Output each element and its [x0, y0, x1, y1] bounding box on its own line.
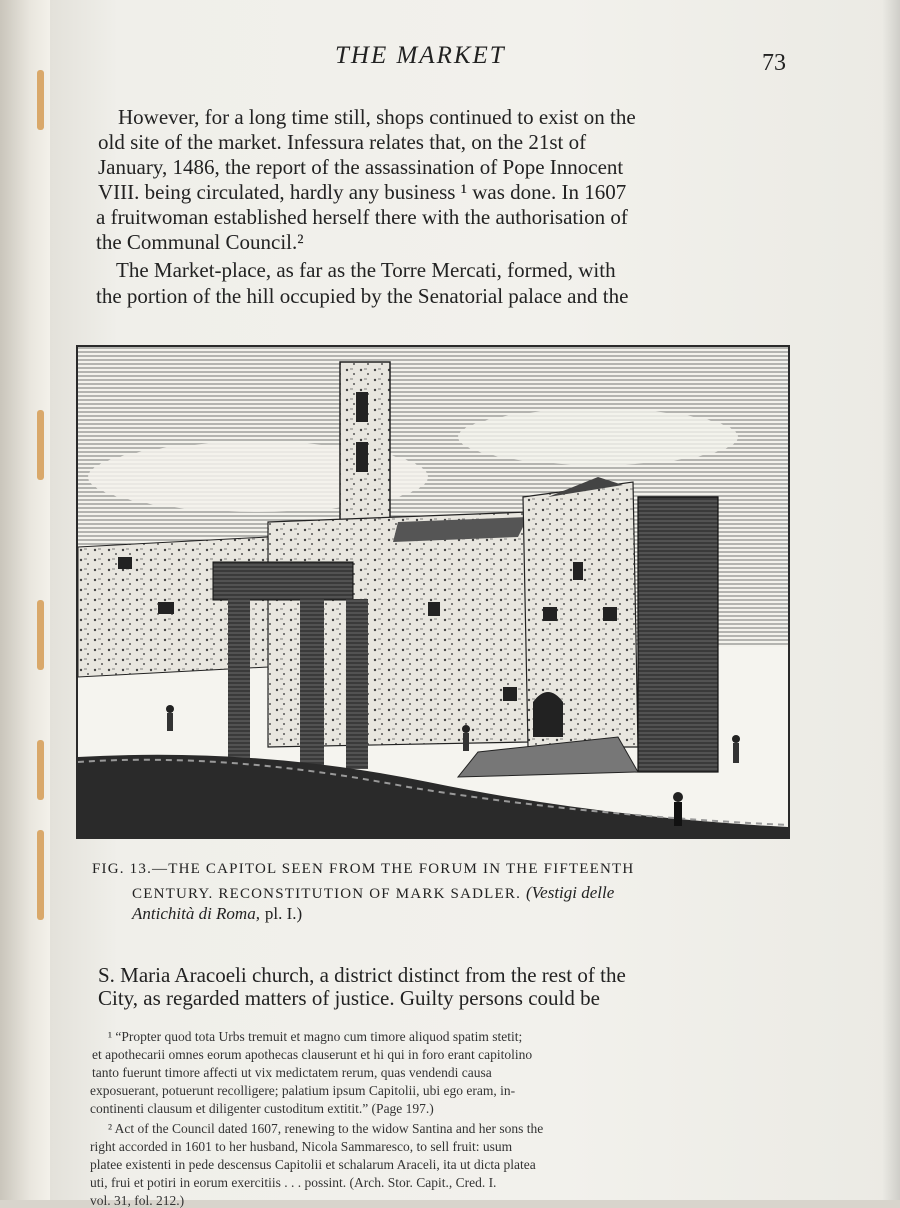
footnote-line: tanto fuerunt timore affecti ut vix medictatem rerum, quas vendendi causa [92, 1065, 492, 1080]
footnote-line: vol. 31, fol. 212.) [90, 1193, 185, 1208]
footnote-line: exposuerant, potuerunt recolligere; palatium ipsum Capitolii, ubi ego eram, in- [90, 1083, 516, 1098]
paragraph-line: the portion of the hill occupied by the Senatorial palace and the [96, 284, 629, 308]
paragraph-line: the Communal Council.² [96, 230, 304, 254]
running-head: THE MARKET [335, 42, 506, 69]
footnote-line: platee existenti in pede descensus Capitolii et schalarum Araceli, ita ut dicta platea [90, 1157, 536, 1172]
caption-text: CENTURY. RECONSTITUTION OF MARK SADLER. [132, 886, 522, 902]
capitol-engraving [78, 347, 788, 837]
footnote-line: ² Act of the Council dated 1607, renewing to the widow Santina and her sons the [108, 1121, 544, 1136]
figure-caption-line [132, 905, 302, 923]
binding-stitch [37, 70, 44, 130]
footnote-line: et apothecarii omnes eorum apothecas clauserunt et hi qui in foro erant capitolino [92, 1047, 533, 1062]
caption-source: Antichità di Roma, [132, 904, 260, 923]
paragraph-line: a fruitwoman established herself there with the authorisation of [96, 205, 628, 229]
binding-stitch [37, 830, 44, 920]
page-number: 73 [762, 50, 786, 76]
corner-tower [638, 497, 718, 772]
paragraph-line: old site of the market. Infessura relates that, on the 21st of [98, 130, 587, 154]
figure-caption-line: FIG. 13.—THE CAPITOL SEEN FROM THE FORUM IN THE FIFTEENTH [92, 861, 635, 877]
binding-stitch [37, 740, 44, 800]
caption-source: (Vestigi delle [526, 883, 615, 902]
tower-window [356, 392, 368, 422]
figure-person [463, 733, 469, 751]
footnote-line: right accorded in 1601 to her husband, Nicola Sammaresco, to sell fruit: usum [90, 1139, 513, 1154]
engraving-illustration [76, 345, 790, 839]
footnote-line: ¹ “Propter quod tota Urbs tremuit et magno cum timore aliquod spatim stetit; [108, 1029, 523, 1044]
palace-doorway [533, 692, 563, 737]
caption-plate: pl. I.) [264, 904, 303, 923]
figure-caption-line [132, 884, 614, 902]
book-page [50, 0, 900, 1208]
footnote-line: uti, frui et potiri in eorum exercitiis . . . possint. (Arch. Stor. Capit., Cred. I. [90, 1175, 497, 1190]
temple-entablature [213, 562, 353, 600]
figure-person [167, 713, 173, 731]
paragraph-line: However, for a long time still, shops continued to exist on the [118, 105, 636, 129]
paragraph-line: January, 1486, the report of the assassination of Pope Innocent [98, 155, 624, 179]
cloud [458, 409, 738, 465]
ruined-column [346, 599, 368, 769]
tower-window [356, 442, 368, 472]
book-spine-edge [0, 0, 51, 1200]
figure-person [733, 743, 739, 763]
paragraph-line: VIII. being circulated, hardly any business ¹ was done. In 1607 [98, 180, 627, 204]
binding-stitch [37, 600, 44, 670]
footnote-line: continenti clausum et diligenter custoditum extitit.” (Page 197.) [90, 1101, 434, 1116]
binding-stitch [37, 410, 44, 480]
paragraph-line: S. Maria Aracoeli church, a district distinct from the rest of the [98, 963, 626, 987]
paragraph-line: City, as regarded matters of justice. Guilty persons could be [98, 986, 600, 1010]
paragraph-line: The Market-place, as far as the Torre Mercati, formed, with [116, 258, 616, 282]
figure-person [674, 802, 682, 826]
